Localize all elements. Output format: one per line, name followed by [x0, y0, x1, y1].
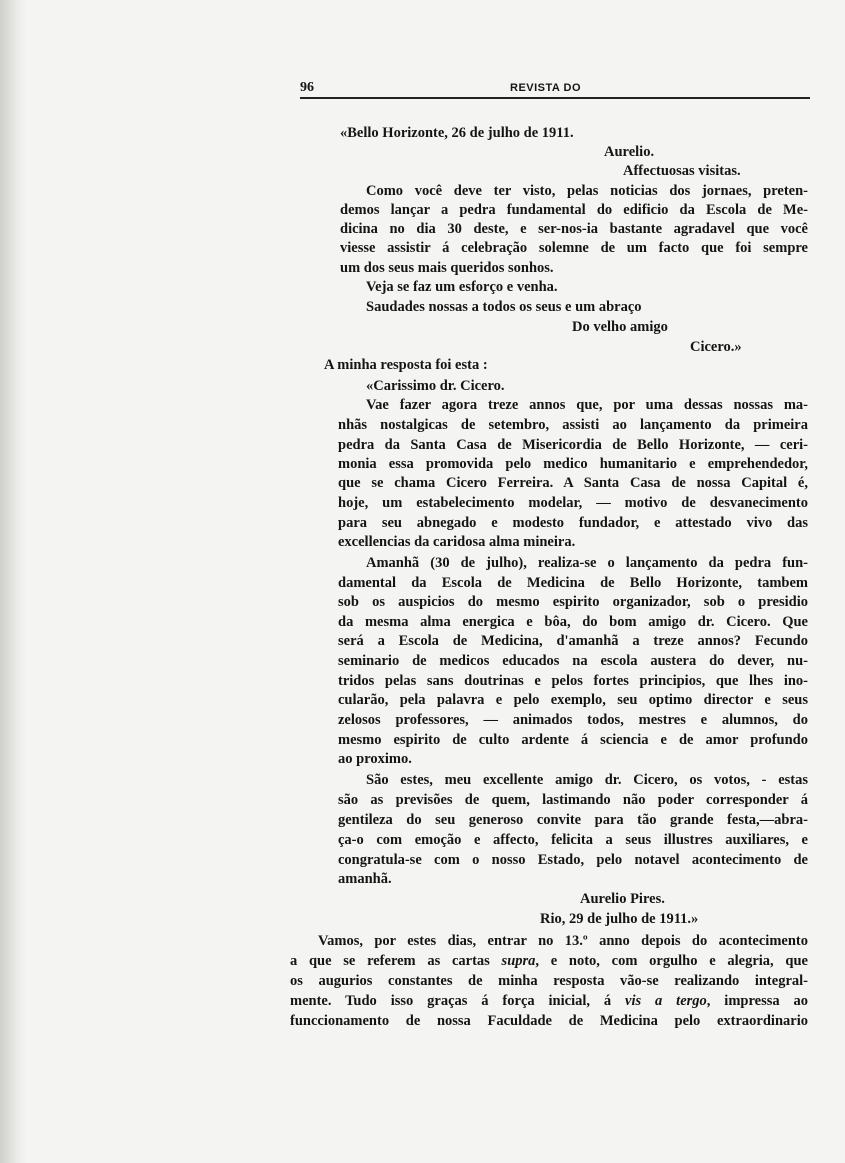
letter1-body-line: viesse assistir á celebração solemne de um facto que foi sempre — [340, 240, 808, 256]
letter2-para1-line: pedra da Santa Casa de Misericordia de Bello Horizonte, — ceri- — [338, 437, 808, 453]
letter2-para1-line: excellencias da caridosa alma mineira. — [338, 534, 576, 550]
letter2-para3-line: amanhã. — [338, 871, 392, 887]
closing-line2-pre: a que se referem as cartas — [290, 953, 502, 969]
letter2-para1-line: monia essa promovida pelo medico humanitario e emprehendedor, — [338, 456, 808, 472]
letter2-para2-line: ao proximo. — [338, 751, 412, 767]
letter1-greeting: Affectuosas visitas. — [623, 163, 741, 179]
letter2-para1-line: hoje, um estabelecimento modelar, — motivo de desvanecimento — [338, 495, 808, 511]
letter2-para1-line: que se chama Cicero Ferreira. A Santa Casa de nossa Capital é, — [338, 475, 808, 491]
letter2-para2-line: cularão, pela palavra e pelo exemplo, seu optimo director e seus — [338, 692, 808, 708]
page-number: 96 — [300, 80, 314, 95]
letter2-para1-line: para seu abnegado e modesto fundador, e attestado vivo das — [338, 515, 808, 531]
letter1-body-line: Como você deve ter visto, pelas noticias dos jornaes, preten- — [366, 183, 808, 199]
letter1-body-line: um dos seus mais queridos sonhos. — [340, 260, 554, 276]
letter2-para1-line: Vae fazer agora treze annos que, por uma dessas nossas ma- — [366, 397, 808, 413]
running-head: REVISTA DO — [510, 82, 582, 94]
letter1-salutation: Aurelio. — [604, 144, 655, 160]
closing-line2-italic: supra — [501, 953, 536, 969]
letter2-para2-line: sob os auspicios do mesmo espirito organizador, sob o presidio — [338, 594, 808, 610]
closing-paragraph-line — [290, 992, 808, 1010]
letter2-para1-line: nhãs nostalgicas de setembro, assisti ao lançamento da primeira — [338, 417, 808, 433]
letter2-para2-line: da mesma alma energica e bôa, do bom amigo dr. Cicero. Que — [338, 614, 808, 630]
letter1-dateline: «Bello Horizonte, 26 de julho de 1911. — [340, 125, 574, 141]
letter2-para2-line: será a Escola de Medicina, d'amanhã a treze annos? Fecundo — [338, 633, 808, 649]
letter2-signature: Aurelio Pires. — [580, 891, 665, 907]
closing-line2-post: , e noto, com orgulho e alegria, que — [535, 953, 808, 969]
letter2-para2-line: seminario de medicos educados na escola austera do dever, nu- — [338, 653, 808, 669]
closing-line4-post: , impressa ao — [706, 993, 808, 1009]
page-edge-shadow — [0, 0, 26, 1163]
closing-paragraph-line: Vamos, por estes dias, entrar no 13.º anno depois do acontecimento — [318, 933, 808, 949]
letter1-effort-line: Veja se faz um esforço e venha. — [366, 279, 558, 295]
letter1-signature: Cicero.» — [690, 339, 742, 355]
closing-paragraph-line — [290, 952, 808, 970]
closing-line4-pre: mente. Tudo isso graças á força inicial, á — [290, 993, 626, 1009]
letter2-salutation: «Carissimo dr. Cicero. — [366, 378, 505, 394]
letter2-place-date: Rio, 29 de julho de 1911.» — [540, 911, 699, 927]
reply-intro: A minha resposta foi esta : — [324, 357, 488, 373]
letter2-para3-line: congratula-se com o nosso Estado, pelo notavel acontecimento de — [338, 852, 808, 868]
letter2-para3-line: ça-o com emoção e affecto, felicita a seus illustres auxiliares, e — [338, 832, 808, 848]
letter1-regards-line: Saudades nossas a todos os seus e um abraço — [366, 299, 642, 315]
page-header — [300, 80, 810, 100]
letter2-para2-line: mesmo espirito de culto ardente á sciencia e de amor profundo — [338, 732, 808, 748]
closing-paragraph-line: os augurios constantes de minha resposta vão-se realizando integral- — [290, 973, 808, 989]
letter2-para3-line: gentileza do seu generoso convite para tão grande festa,—abra- — [338, 812, 808, 828]
letter2-para3-line: São estes, meu excellente amigo dr. Cicero, os votos, - estas — [366, 772, 808, 788]
letter2-para3-line: são as previsões de quem, lastimando não poder corresponder á — [338, 792, 808, 808]
closing-paragraph-line: funccionamento de nossa Faculdade de Medicina pelo extraordinario — [290, 1013, 808, 1029]
letter2-para2-line: zelosos professores, — animados todos, mestres e alumnos, do — [338, 712, 808, 728]
letter2-para2-line: tridos pelas sans doutrinas e pelos fortes principios, que lhes ino- — [338, 673, 808, 689]
letter2-para2-line: damental da Escola de Medicina de Bello Horizonte, tambem — [338, 575, 808, 591]
closing-line4-italic: vis a tergo — [625, 993, 707, 1009]
letter1-body-line: demos lançar a pedra fundamental do edificio da Escola de Me- — [340, 202, 808, 218]
header-rule — [300, 97, 810, 99]
letter1-body-line: dicina no dia 30 deste, e ser-nos-ia bastante agradavel que você — [340, 221, 808, 237]
letter2-para2-line: Amanhã (30 de julho), realiza-se o lançamento da pedra fun- — [366, 555, 808, 571]
letter1-closing: Do velho amigo — [572, 319, 668, 335]
